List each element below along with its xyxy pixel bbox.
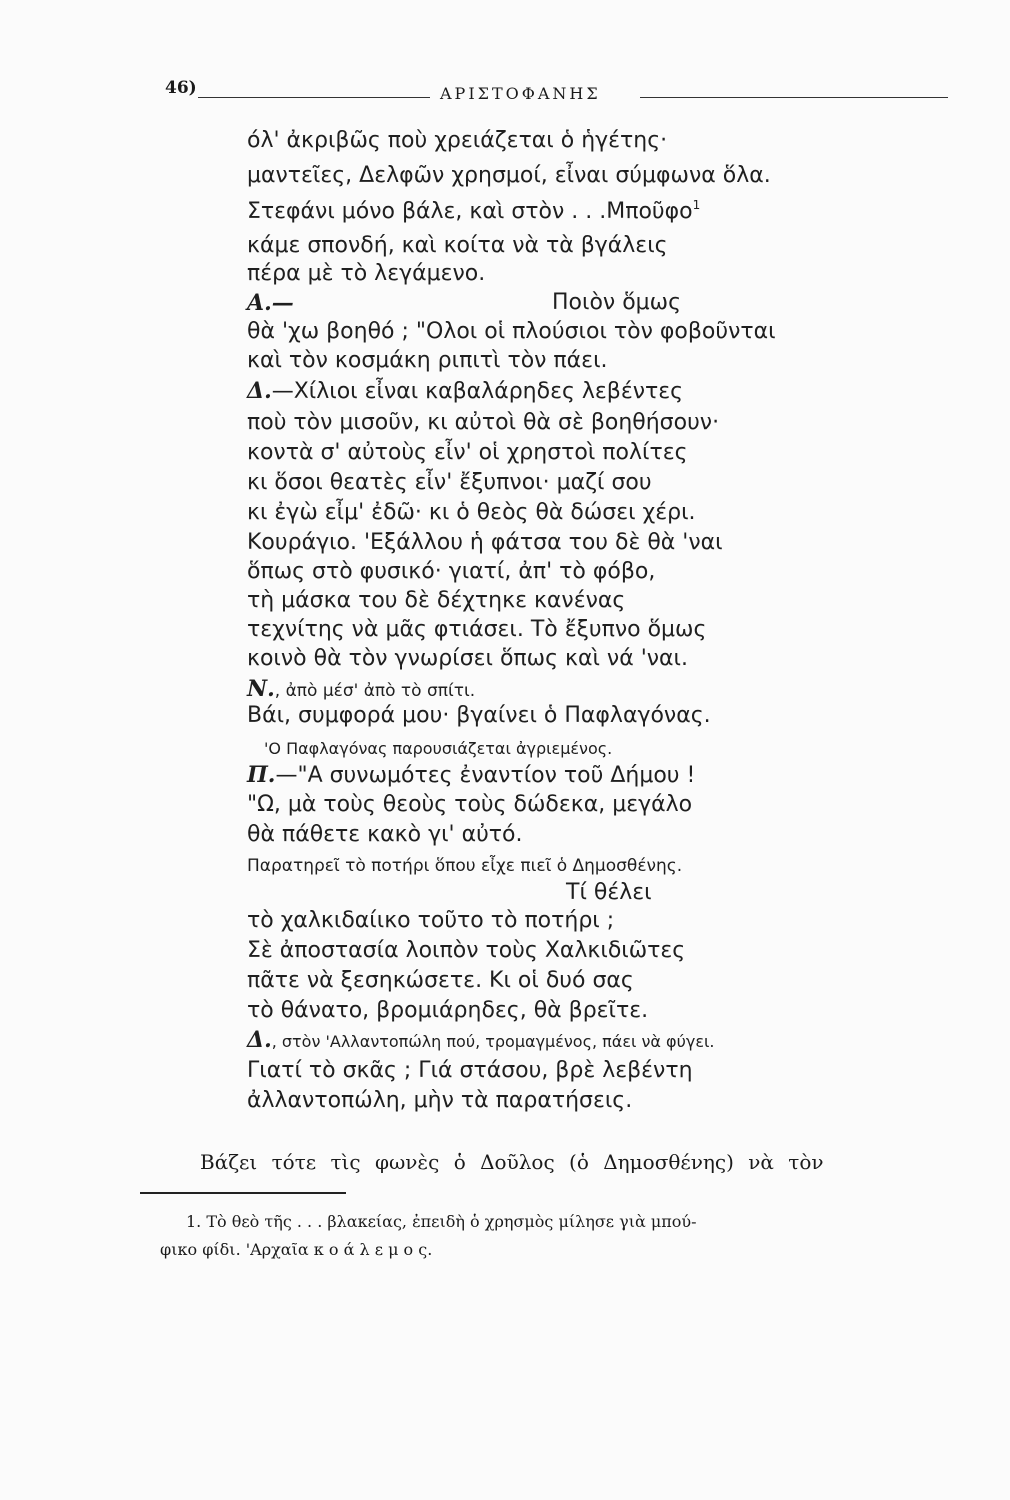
verse-line: τὴ μάσκα του δὲ δέχτηκε κανένας xyxy=(247,588,626,613)
speaker-label: Δ. xyxy=(247,1027,272,1053)
verse-line: όλ' ἀκριβῶς ποὺ χρειάζεται ὁ ἡγέτης· xyxy=(247,128,668,153)
page-number: 46) xyxy=(165,78,197,98)
stage-direction: Ν., ἀπὸ μέσ' ἀπὸ τὸ σπίτι. xyxy=(247,676,476,702)
verse-line: θὰ 'χω βοηθό ; "Ολοι οἱ πλούσιοι τὸν φοβοῦνται xyxy=(247,319,776,344)
verse-line: Γιατί τὸ σκᾶς ; Γιά στάσου, βρὲ λεβέντη xyxy=(247,1058,693,1083)
verse-line-continued: Τί θέλει xyxy=(566,880,652,905)
footnote-rule xyxy=(140,1192,346,1194)
speaker-label: Π. xyxy=(247,762,276,788)
verse-line: μαντεῖες, Δελφῶν χρησμοί, εἶναι σύμφωνα ὅλα. xyxy=(247,163,771,188)
verse-line: κοινὸ θὰ τὸν γνωρίσει ὅπως καὶ νά 'ναι. xyxy=(247,646,688,671)
verse-line: τεχνίτης νὰ μᾶς φτιάσει. Τὸ ἔξυπνο ὅμως xyxy=(247,617,707,642)
stage-direction: 'Ο Παφλαγόνας παρουσιάζεται ἀγριεμένος. xyxy=(264,739,613,758)
footnote-line: 1. Τὸ θεὸ τῆς . . . βλακείας, ἐπειδὴ ὁ χρησμὸς μίλησε γιὰ μπού- xyxy=(186,1212,697,1231)
speaker-label: Ν. xyxy=(247,676,275,702)
footnote-marker: 1 xyxy=(692,198,701,212)
verse-line: ἀλλαντοπώλη, μὴν τὰ παρατήσεις. xyxy=(247,1088,633,1113)
verse-line-continued: Ποιὸν ὅμως xyxy=(552,290,681,315)
verse-line: ὅπως στὸ φυσικό· γιατί, ἀπ' τὸ φόβο, xyxy=(247,559,656,584)
verse-line: κι ἐγὼ εἶμ' ἐδῶ· κι ὁ θεὸς θὰ δώσει χέρι. xyxy=(247,500,696,525)
verse-line: καὶ τὸν κοσμάκη ριπιτὶ τὸν πάει. xyxy=(247,348,608,373)
verse-line: ποὺ τὸν μισοῦν, κι αὐτοὶ θὰ σὲ βοηθήσουν· xyxy=(247,410,720,435)
verse-line: Βάι, συμφορά μου· βγαίνει ὁ Παφλαγόνας. xyxy=(247,703,711,728)
verse-line: πέρα μὲ τὸ λεγάμενο. xyxy=(247,261,486,286)
footnote-line: φικο φίδι. 'Αρχαῖα κ ο ά λ ε μ ο ς. xyxy=(160,1240,433,1259)
verse-line: Κουράγιο. 'Εξάλλου ἡ φάτσα του δὲ θὰ 'ναι xyxy=(247,530,723,555)
verse-line: Στεφάνι μόνο βάλε, καὶ στὸν . . .Μποῦφο$^1$ xyxy=(247,198,701,224)
verse-line: κοντὰ σ' αὐτοὺς εἶν' οἱ χρηστοὶ πολίτες xyxy=(247,440,688,465)
stage-direction: Παρατηρεῖ τὸ ποτήρι ὅπου εἶχε πιεῖ ὁ Δημοσθένης. xyxy=(247,856,683,876)
verse-line: τὸ χαλκιδαίικο τοῦτο τὸ ποτήρι ; xyxy=(247,908,615,933)
speaker-label: Δ. xyxy=(247,378,272,404)
verse-line: πᾶτε νὰ ξεσηκώσετε. Κι οἱ δυό σας xyxy=(247,968,634,993)
verse-line: κι ὅσοι θεατὲς εἶν' ἔξυπνοι· μαζί σου xyxy=(247,470,652,495)
header-rule-right xyxy=(640,97,948,98)
verse-line: Δ.—Χίλιοι εἶναι καβαλάρηδες λεβέντες xyxy=(247,378,684,404)
verse-line: Π.—"Α συνωμότες ἐναντίον τοῦ Δήμου ! xyxy=(247,762,696,788)
running-title: ΑΡΙΣΤΟΦΑΝΗΣ xyxy=(440,84,601,103)
verse-line xyxy=(247,290,294,316)
header-rule-left xyxy=(198,97,430,98)
speaker-label: Α.— xyxy=(247,290,294,316)
verse-line: "Ω, μὰ τοὺς θεοὺς τοὺς δώδεκα, μεγάλο xyxy=(247,792,693,817)
prose-line: Βάζει τότε τὶς φωνὲς ὁ Δοῦλος (ὁ Δημοσθένης) νὰ τὸν xyxy=(200,1150,824,1174)
verse-line: τὸ θάνατο, βρομιάρηδες, θὰ βρεῖτε. xyxy=(247,998,649,1023)
verse-line: κάμε σπονδή, καὶ κοίτα νὰ τὰ βγάλεις xyxy=(247,233,668,258)
stage-direction: Δ., στὸν 'Αλλαντοπώλη πού, τρομαγμένος, πάει νὰ φύγει. xyxy=(247,1027,715,1053)
verse-line: θὰ πάθετε κακὸ γι' αὐτό. xyxy=(247,822,523,847)
verse-line: Σὲ ἀποστασία λοιπὸν τοὺς Χαλκιδιῶτες xyxy=(247,938,686,963)
